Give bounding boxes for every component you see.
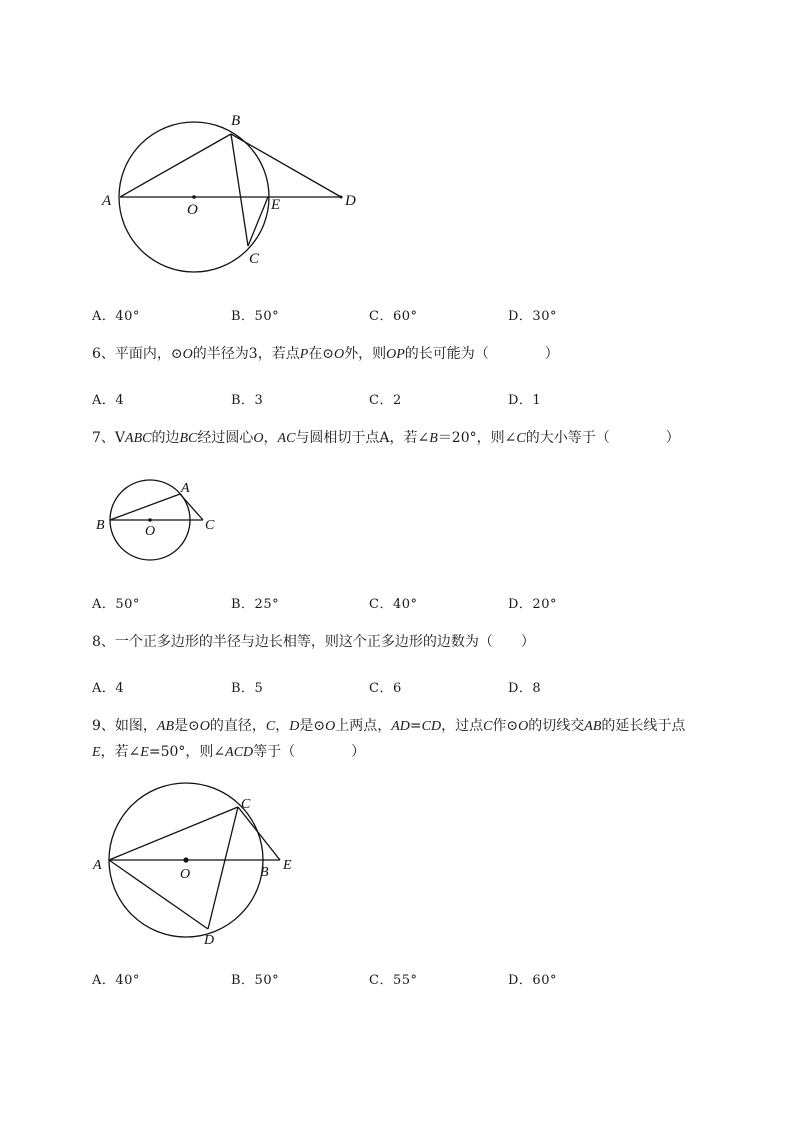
- q7-var-ac: AC: [277, 431, 296, 446]
- label-e: E: [271, 197, 281, 213]
- q6-option-a[interactable]: A．4: [92, 393, 125, 408]
- q9-l1-6: ，: [275, 718, 290, 734]
- figure-q9: [0, 780, 794, 950]
- label-a: A: [102, 193, 112, 209]
- q7-text-2: 的边: [151, 430, 180, 446]
- q7-text-8: 与圆相切于点A，若∠: [295, 430, 430, 446]
- q9-option-a[interactable]: A．40°: [92, 973, 140, 988]
- q9-l1-o2: O: [325, 719, 336, 734]
- q9-l1-20: 的延长线于点: [601, 718, 686, 734]
- q7-text-0: V: [114, 430, 126, 446]
- label-c: C: [249, 251, 260, 267]
- q8-option-b[interactable]: B．5: [231, 681, 264, 696]
- segment-ab: [120, 134, 231, 197]
- label-d: D: [345, 193, 356, 209]
- q9-l2-1: ，若∠: [100, 744, 141, 760]
- label-o: O: [187, 202, 198, 218]
- q8-number: 8、: [92, 634, 115, 650]
- q5-option-c[interactable]: C．60°: [369, 309, 418, 324]
- q6-var-o1: O: [182, 347, 193, 362]
- q9-option-d[interactable]: D．60°: [508, 973, 557, 988]
- q5-option-b[interactable]: B．50°: [231, 309, 280, 324]
- q9-l1-18: 的切线交: [528, 718, 585, 734]
- q9-l1-10: 上两点，: [335, 718, 392, 734]
- q7-text-4: 经过圆心: [197, 430, 254, 446]
- q5-option-d[interactable]: D．30°: [508, 309, 557, 324]
- q9-l1-ab2: AB: [584, 719, 602, 734]
- q8-option-d[interactable]: D．8: [508, 681, 542, 696]
- q9-l2-5: 等于（ ）: [253, 744, 366, 760]
- label-o: O: [145, 524, 156, 539]
- q9-l1-8: 是⊙: [299, 718, 326, 734]
- q9-l1-c2: C: [483, 719, 493, 734]
- q9-l1-c: C: [265, 719, 276, 734]
- label-d: D: [204, 933, 215, 948]
- q7-text-6: ，: [263, 430, 278, 446]
- q6-option-d[interactable]: D．1: [508, 393, 542, 408]
- q9-l1-0: 如图，: [114, 718, 157, 734]
- center-point: [183, 857, 188, 862]
- q9-l1-ab: AB: [156, 719, 175, 734]
- q9-l2-acd: ACD: [225, 745, 254, 760]
- center-point: [192, 195, 196, 199]
- q9-l1-ad: AD: [391, 719, 410, 734]
- label-a: A: [93, 858, 102, 873]
- q7-var-c: C: [516, 431, 526, 446]
- q7-option-c[interactable]: C．40°: [369, 597, 418, 612]
- label-a: A: [181, 481, 190, 496]
- q7-option-a[interactable]: A．50°: [92, 597, 140, 612]
- segment-bc: [231, 134, 248, 246]
- q6-text-8: 的长可能为（ ）: [404, 346, 559, 362]
- center-point: [148, 518, 152, 522]
- q7-text-12: 的大小等于（ ）: [525, 430, 680, 446]
- q9-l2-e: E: [92, 745, 101, 760]
- q9-l1-16: 作⊙: [492, 718, 519, 734]
- q9-stem-line2: [92, 740, 365, 765]
- segment-ad: [109, 860, 208, 929]
- segment-ce: [238, 807, 280, 860]
- q6-option-c[interactable]: C．2: [369, 393, 402, 408]
- point-d: [340, 196, 343, 199]
- q9-l2-3: =50°，则∠: [148, 744, 226, 760]
- q5-option-a[interactable]: A．40°: [92, 309, 140, 324]
- q7-var-bc: BC: [179, 431, 198, 446]
- label-b: B: [231, 113, 241, 129]
- q7-option-b[interactable]: B．25°: [231, 597, 280, 612]
- q7-var-abc: ABC: [125, 431, 152, 446]
- q9-l1-4: 的直径，: [209, 718, 266, 734]
- q9-option-b[interactable]: B．50°: [231, 973, 280, 988]
- segment-ba: [110, 494, 180, 520]
- q9-l1-cd: CD: [421, 719, 442, 734]
- q7-number: 7、: [92, 430, 115, 446]
- q8-stem: [92, 630, 535, 654]
- q6-text-2: 的半径为3，若点: [192, 346, 300, 362]
- q7-var-b: B: [429, 431, 438, 446]
- segment-ac: [109, 807, 238, 860]
- q6-text-4: 在⊙: [308, 346, 334, 362]
- q7-var-o: O: [253, 431, 264, 446]
- figure-q5: [0, 0, 794, 300]
- q8-option-a[interactable]: A．4: [92, 681, 125, 696]
- q6-var-op: OP: [386, 347, 405, 362]
- label-c: C: [241, 797, 251, 812]
- q9-l1-d: D: [289, 719, 300, 734]
- figure-q7: [0, 470, 794, 570]
- segment-cd: [208, 807, 238, 929]
- q9-stem-line1: [92, 714, 685, 739]
- q9-l1-14: ，过点: [441, 718, 484, 734]
- label-c: C: [205, 518, 215, 533]
- q6-stem: [92, 342, 559, 367]
- q7-option-d[interactable]: D．20°: [508, 597, 557, 612]
- q6-text-6: 外，则: [344, 346, 387, 362]
- label-b: B: [260, 865, 269, 880]
- q8-option-c[interactable]: C．6: [369, 681, 402, 696]
- label-o: O: [180, 867, 191, 882]
- q6-var-o2: O: [334, 347, 345, 362]
- q9-option-c[interactable]: C．55°: [369, 973, 418, 988]
- q8-text: 一个正多边形的半径与边长相等，则这个正多边形的边数为（ ）: [114, 634, 535, 650]
- segment-bd: [231, 134, 341, 197]
- label-e: E: [283, 858, 292, 873]
- q9-l1-o: O: [199, 719, 210, 734]
- q9-number: 9、: [92, 718, 115, 734]
- q6-var-p: P: [299, 347, 309, 362]
- q6-option-b[interactable]: B．3: [231, 393, 264, 408]
- q9-l1-o3: O: [518, 719, 529, 734]
- label-b: B: [96, 518, 105, 533]
- q9-l2-e2: E: [140, 745, 149, 760]
- q9-l1-12: =: [409, 718, 422, 734]
- q7-text-10: ＝20°，则∠: [437, 430, 517, 446]
- segment-ac: [180, 494, 203, 520]
- q6-number: 6、: [92, 346, 115, 362]
- q7-stem: [92, 426, 680, 451]
- q6-text-0: 平面内，⊙: [114, 346, 183, 362]
- q9-l1-2: 是⊙: [174, 718, 200, 734]
